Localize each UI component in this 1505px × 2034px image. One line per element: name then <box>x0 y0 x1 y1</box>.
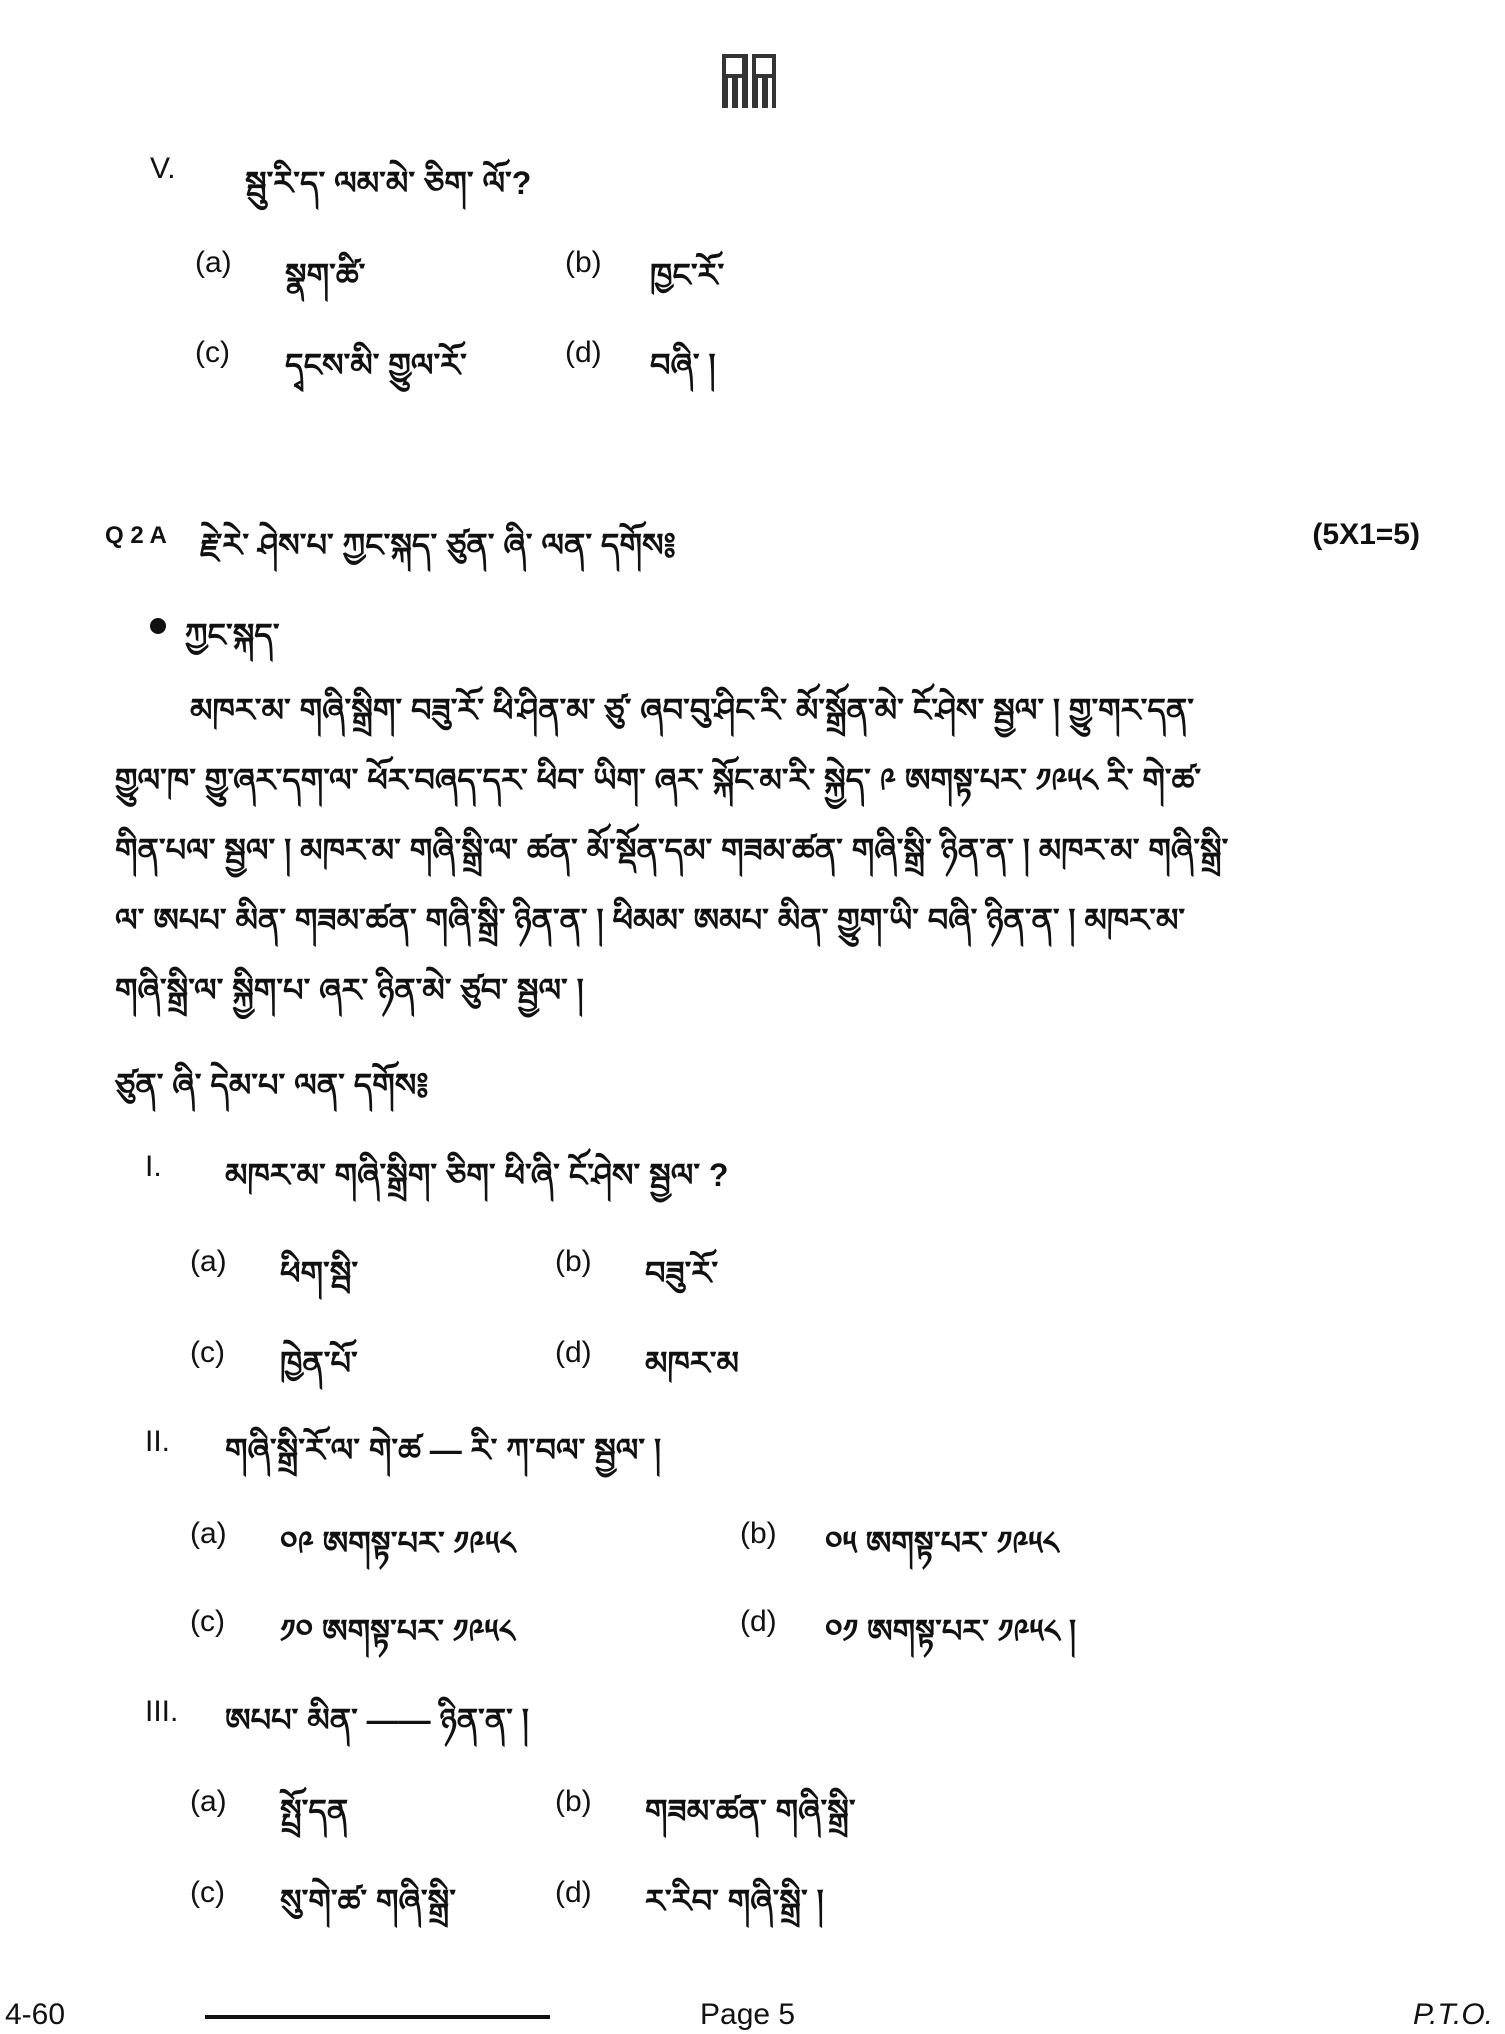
passage <box>115 675 1425 1025</box>
option-text: ༠༡ ཨགསྟ་པར་ ༡༩༥༨ ། <box>825 1613 1077 1649</box>
passage-line: ལ་ ཨཔཔ་ མིན་ གཟམ་ཚན་ གཞི་སྒྲི་ ཉིན་ན་ ། ཕིམམ་ ཨམཔ་ མིན་ གྱུག་ཡི་ བཞི་ ཉིན་ན་ ། མཁར་མ་ <box>115 902 1186 938</box>
option-text: སྤྲོ་དན <box>280 1793 349 1829</box>
option-label: (c) <box>195 336 230 369</box>
marks: (5X1=5) <box>1312 518 1420 551</box>
option-text: མཁར་མ <box>645 1345 739 1381</box>
option-label: (a) <box>190 1517 227 1550</box>
option-text: སྣག་ཚི་ <box>285 257 366 293</box>
passage-line: གིན་པལ་ སྦྱལ་ ། མཁར་མ་ གཞི་སྒྲི་ལ་ ཚན་ མོ་སྡོན་དམ་ གཟམ་ཚན་ གཞི་སྒྲི་ ཉིན་ན་ ། མཁར་མ་ གཞི་སྒྲི་ <box>115 832 1229 868</box>
option-label: (d) <box>555 1876 592 1909</box>
paper-code: 4-60 <box>5 1998 66 2031</box>
option-label: (a) <box>195 246 232 279</box>
option-label: (c) <box>190 1336 225 1369</box>
question-text: གཞི་སྒྲི་རོ་ལ་ གེ་ཚ — རི་ ཀ་བལ་ སྦྱལ་ ། <box>225 1432 662 1468</box>
question-label: Q 2 A <box>105 522 167 549</box>
question-text: ཨཔཔ་ མིན་ —— ཉིན་ན་ ། <box>225 1702 529 1738</box>
page-number: Page 5 <box>700 1998 796 2031</box>
answer-instruction: ཙུན་ ཞི་ དེམ་པ་ ལན་ དགོས༔ <box>115 1067 429 1103</box>
passage-line: གཞི་སྒྲི་ལ་ སྐྱིག་པ་ ཞར་ ཉིན་མེ་ ཙུབ་ སྦྱལ་ ། <box>115 972 584 1008</box>
question-instruction: རྗེ་རེ་ ཤེས་པ་ ཀྱང་སྐད་ ཙུན་ ཞི་ ལན་ དགོས༔ <box>200 527 676 563</box>
option-label: (d) <box>555 1336 592 1369</box>
pto-label: P.T.O. <box>1412 1998 1493 2031</box>
option-label: (a) <box>190 1245 227 1278</box>
option-label: (d) <box>565 336 602 369</box>
question-number: III. <box>145 1695 179 1728</box>
question-text: མཁར་མ་ གཞི་སྒྲིག་ ཅིག་ ཕི་ཞི་ ངོ་ཤེས་ སྦྱལ་ ? <box>225 1157 729 1193</box>
option-text: བཟུ་རོ་ <box>645 1255 719 1291</box>
question-number: II. <box>145 1425 171 1458</box>
option-text: ཁྱང་རོ་ <box>650 257 725 293</box>
question-number: V. <box>150 152 176 185</box>
passage-line: མཁར་མ་ གཞི་སྒྲིག་ བཟུ་རོ་ ཕི་ཤིན་མ་ ཙུ་ ཞབ་བུ་ཤིང་རི་ མོ་སྒྲོན་མེ་ ངོ་ཤེས་ སྦྱལ་ ། གྱུ་གར་དན་ <box>190 692 1194 728</box>
section-title: ཀྱང་སྐད་ <box>185 617 280 653</box>
option-text: ༠༥ ཨགསྟ་པར་ ༡༩༥༨ <box>825 1525 1059 1561</box>
option-text: དྭངས་མི་ གྱུལ་རོ་ <box>285 347 467 383</box>
option-label: (b) <box>565 246 602 279</box>
option-label: (a) <box>190 1785 227 1818</box>
qr-code <box>722 54 776 108</box>
option-label: (b) <box>555 1785 592 1818</box>
option-text: སུ་གེ་ཚ་ གཞི་སྒྲི་ <box>280 1883 456 1919</box>
question-number: I. <box>145 1150 162 1183</box>
option-text: ༠༩ ཨགསྟ་པར་ ༡༩༥༨ <box>280 1525 516 1561</box>
option-label: (b) <box>740 1517 777 1550</box>
bullet-icon <box>150 618 166 634</box>
option-text: ཕིག་སྦི་ <box>280 1255 359 1291</box>
option-text: ར་རིབ་ གཞི་སྒྲི་ ། <box>645 1883 824 1919</box>
option-text: ༡༠ ཨགསྟ་པར་ ༡༩༥༨ <box>280 1613 516 1649</box>
option-text: བཞི་ ། <box>650 347 716 383</box>
question-text: སྦུ་རི་ད་ ལམ་མེ་ ཅིག་ ལོ་? <box>245 165 532 201</box>
footer-rule <box>205 2015 550 2019</box>
option-label: (d) <box>740 1605 777 1638</box>
option-text: གཟམ་ཚན་ གཞི་སྒྲི་ <box>645 1793 856 1829</box>
option-label: (c) <box>190 1605 225 1638</box>
passage-line: གྱུལ་ཁ་ གྱུ་ཞར་དག་ལ་ ཕོར་བཞད་དར་ ཕིབ་ ཡིག་ ཞར་ སྐོང་མ་རི་ སྐྱེད་ ༩ ཨགསྟ་པར་ ༡༩༥༨ རི་ གེ་ཚ་ <box>115 762 1202 798</box>
option-label: (b) <box>555 1245 592 1278</box>
option-label: (c) <box>190 1876 225 1909</box>
option-text: ཁྱེན་པོ་ <box>280 1345 358 1381</box>
